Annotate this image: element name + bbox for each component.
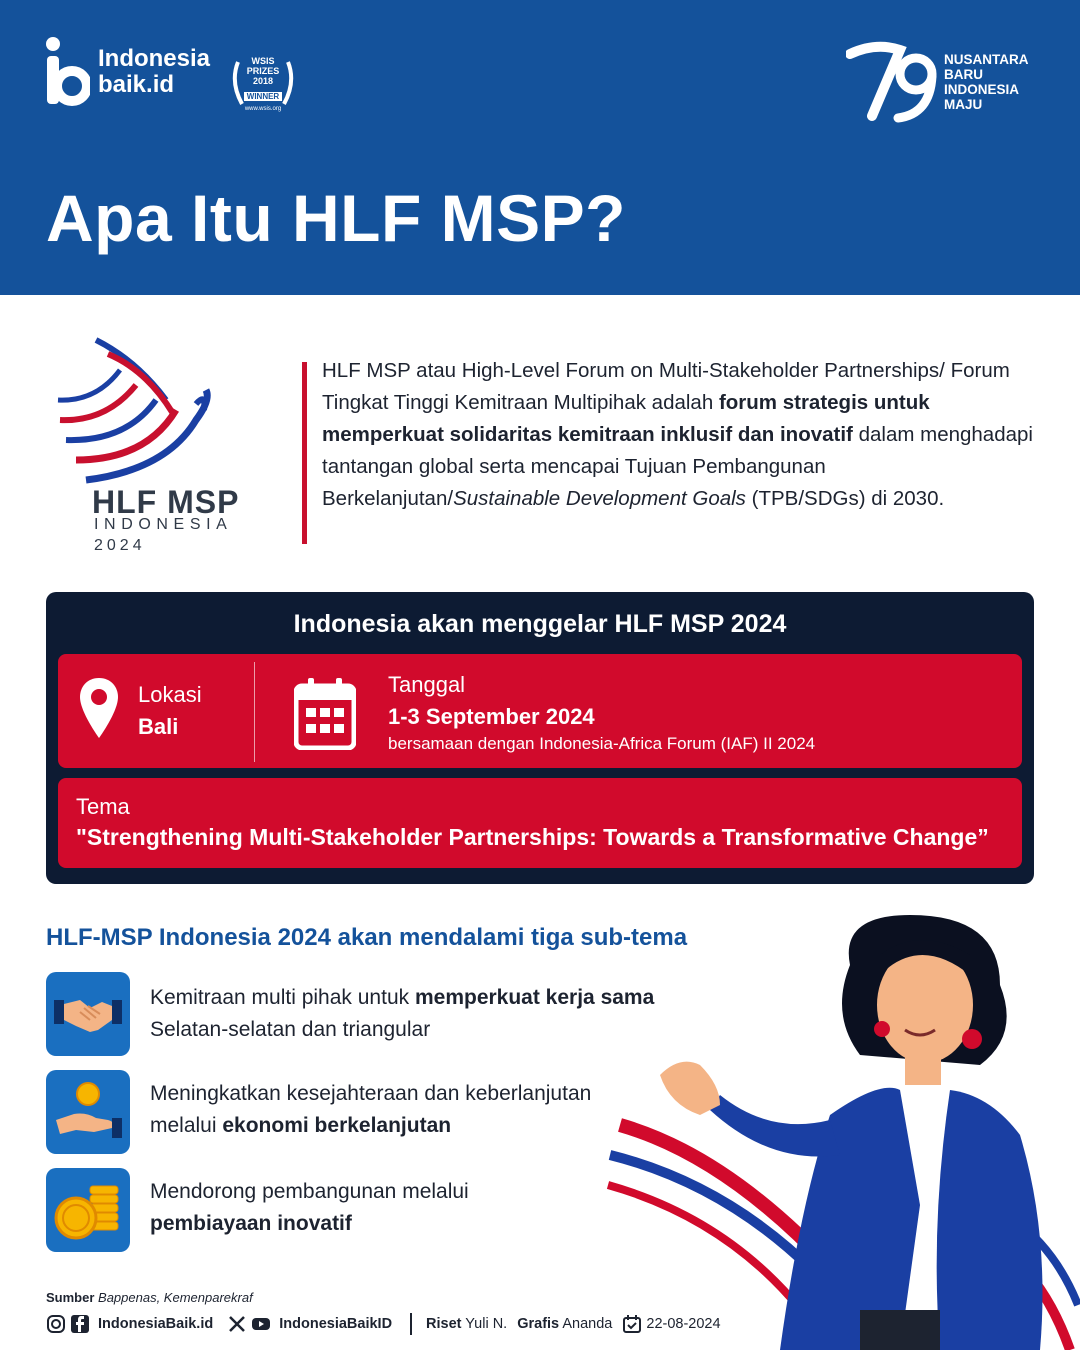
tagline-line2: BARU (944, 67, 983, 82)
intro-paragraph (322, 355, 1042, 515)
graphic-label: Grafis (517, 1316, 560, 1332)
research-label: Riset (426, 1316, 462, 1332)
brand-name-line2: baik.id (98, 71, 175, 98)
theme-value: "Strengthening Multi-Stakeholder Partnerships: Towards a Transformative Change” (76, 824, 989, 850)
event-theme-box (58, 778, 1022, 868)
handle-indonesiabaikid[interactable]: IndonesiaBaikID (279, 1316, 393, 1332)
event-details-box (58, 654, 1022, 768)
calendar-small-icon (622, 1314, 642, 1334)
anniversary-tagline (944, 52, 1029, 112)
event-info-panel (46, 592, 1034, 884)
subtheme-3-bold: pembiayaan inovatif (150, 1212, 352, 1235)
graphic-value: Ananda (562, 1316, 613, 1332)
date-note: bersamaan dengan Indonesia-Africa Forum (IAF) II 2024 (388, 734, 816, 753)
footer-divider (410, 1313, 412, 1335)
coin-stack-icon (46, 1168, 130, 1252)
header-banner (0, 0, 1080, 295)
source-label: Sumber (46, 1290, 95, 1305)
indonesiabaik-logo (44, 36, 210, 108)
source-credit (46, 1290, 253, 1305)
research-value: Yuli N. (465, 1316, 508, 1332)
date-value: 1-3 September 2024 (388, 704, 595, 729)
graphic-credit (517, 1316, 622, 1332)
intro-bold: forum strategis untuk memperkuat solidaritas kemitraan inklusif dan inovatif (322, 391, 930, 446)
subthemes-heading: HLF-MSP Indonesia 2024 akan mendalami tiga sub-tema (46, 924, 688, 951)
details-divider (254, 662, 255, 762)
subtheme-2-part1: Meningkatkan kesejahteraan dan keberlanjutan (150, 1082, 592, 1105)
tagline-line4: MAJU (944, 97, 983, 112)
intro-text-2: dalam menghadapi tantangan global serta mencapai Tujuan Pembangunan Berkelanjutan/ (322, 423, 1033, 510)
hlf-logo-year: 2024 (94, 537, 146, 554)
location-pin-icon (78, 676, 120, 742)
location-label: Lokasi (138, 682, 202, 707)
ib-logo-icon (44, 36, 90, 108)
x-twitter-icon[interactable] (227, 1314, 247, 1334)
intro-accent-bar (302, 362, 307, 544)
footer-social-bar (46, 1313, 721, 1335)
subtheme-1-bold: memperkuat kerja sama (414, 986, 655, 1009)
tagline-line1: NUSANTARA (944, 52, 1029, 67)
youtube-icon[interactable] (251, 1314, 271, 1334)
publish-date: 22-08-2024 (646, 1316, 721, 1332)
location-value: Bali (138, 714, 179, 739)
event-title: Indonesia akan menggelar HLF MSP 2024 (293, 610, 787, 638)
79-anniversary-logo-icon (846, 40, 942, 124)
wsis-line1: WSIS (251, 56, 275, 66)
theme-label: Tema (76, 794, 130, 819)
date-label: Tanggal (388, 672, 466, 697)
coin-hand-icon (46, 1070, 130, 1154)
subtheme-1-part2: Selatan-selatan dan triangular (150, 1018, 431, 1041)
wsis-line3: 2018 (252, 76, 274, 86)
tagline-line3: INDONESIA (944, 82, 1020, 97)
instagram-icon[interactable] (46, 1314, 66, 1334)
presenter-woman-illustration (600, 905, 1080, 1350)
wsis-url: www.wsis.org (244, 106, 282, 112)
intro-text-3: (TPB/SDGs) di 2030. (745, 487, 945, 510)
subtheme-3-part1: Mendorong pembangunan melalui (150, 1180, 469, 1203)
wsis-line4: WINNER (244, 92, 282, 101)
handshake-icon (46, 972, 130, 1056)
brand-name-line1: Indonesia (98, 45, 211, 72)
hlf-logo-country: INDONESIA (94, 516, 233, 533)
intro-italic: Sustainable Development Goals (453, 487, 746, 510)
calendar-icon (294, 676, 356, 750)
page-title: Apa Itu HLF MSP? (46, 181, 626, 255)
research-credit (426, 1316, 517, 1332)
subtheme-2-part2: melalui (150, 1114, 223, 1137)
facebook-icon[interactable] (70, 1314, 90, 1334)
subtheme-1-part1: Kemitraan multi pihak untuk (150, 986, 415, 1009)
hlf-logo-name: HLF MSP (92, 484, 240, 520)
intro-text-1: HLF MSP atau High-Level Forum on Multi-Stakeholder Partnerships/ Forum Tingkat Tinggi Kemitraan Multipihak adalah (322, 359, 1010, 414)
wsis-line2: PRIZES (246, 66, 280, 76)
subtheme-2-bold: ekonomi berkelanjutan (222, 1114, 452, 1137)
source-value: Bappenas, Kemenparekraf (98, 1290, 253, 1305)
handle-indonesiabaik-id[interactable]: IndonesiaBaik.id (98, 1316, 214, 1332)
wsis-award-badge (228, 52, 298, 118)
